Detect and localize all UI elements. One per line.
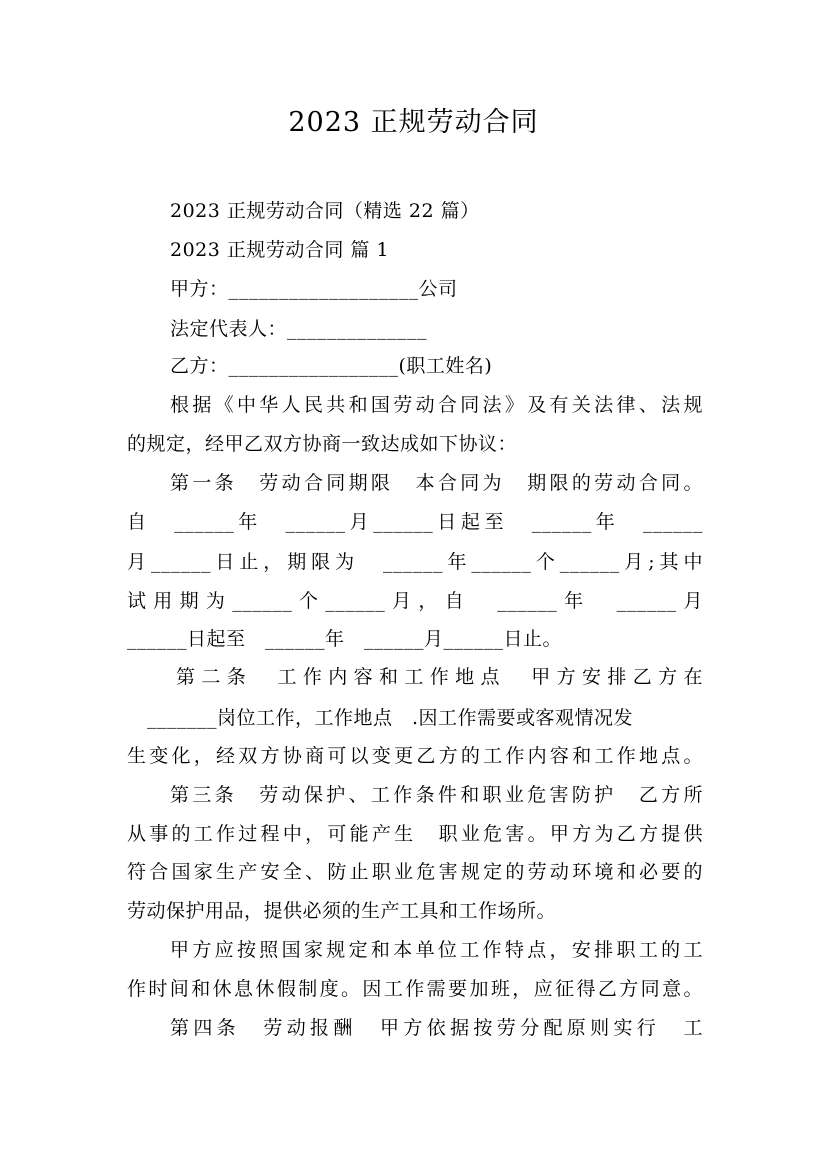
article-2-line: 生变化，经双方协商可以变更乙方的工作内容和工作地点。 — [127, 745, 703, 767]
paragraph-line: 作时间和休息休假制度。因工作需要加班，应征得乙方同意。 — [127, 978, 703, 1000]
article-1-line: 试用期为______个______月，自 ______年 ______月 — [127, 590, 703, 612]
article-4-line: 第四条 劳动报酬 甲方依据按劳分配原则实行 工 — [170, 1017, 703, 1039]
section-heading: 2023 正规劳动合同 篇 1 — [170, 239, 390, 261]
article-3-line: 符合国家生产安全、防止职业危害规定的劳动环境和必要的 — [127, 861, 703, 883]
article-3-line: 劳动保护用品，提供必须的生产工具和工作场所。 — [127, 900, 557, 922]
article-2-line: _______岗位工作，工作地点 .因工作需要或客观情况发 — [147, 707, 634, 729]
document-title: 2023 正规劳动合同 — [288, 107, 539, 138]
party-b-line: 乙方：_________________(职工姓名) — [170, 355, 493, 377]
article-1-line: 第一条 劳动合同期限 本合同为 期限的劳动合同。 — [170, 472, 703, 494]
paragraph-line: 的规定，经甲乙双方协商一致达成如下协议： — [127, 433, 518, 455]
paragraph-line: 甲方应按照国家规定和本单位工作特点，安排职工的工 — [170, 939, 703, 961]
article-2-line: 第二条 工作内容和工作地点 甲方安排乙方在 — [176, 666, 703, 688]
legal-rep-line: 法定代表人：______________ — [170, 318, 428, 340]
article-3-line: 第三条 劳动保护、工作条件和职业危害防护 乙方所 — [170, 784, 703, 806]
article-1-line: 月______日止，期限为 ______年______个______月;其中 — [127, 551, 703, 573]
article-3-line: 从事的工作过程中，可能产生 职业危害。甲方为乙方提供 — [127, 823, 703, 845]
party-a-line: 甲方：___________________公司 — [170, 278, 458, 300]
subtitle-line: 2023 正规劳动合同（精选 22 篇） — [170, 200, 480, 222]
paragraph-line: 根据《中华人民共和国劳动合同法》及有关法律、法规 — [170, 394, 703, 416]
article-1-line: 自 ______年 ______月______日起至 ______年 ______ — [127, 511, 703, 533]
article-1-line: ______日起至 ______年 ______月______日止。 — [127, 628, 563, 650]
